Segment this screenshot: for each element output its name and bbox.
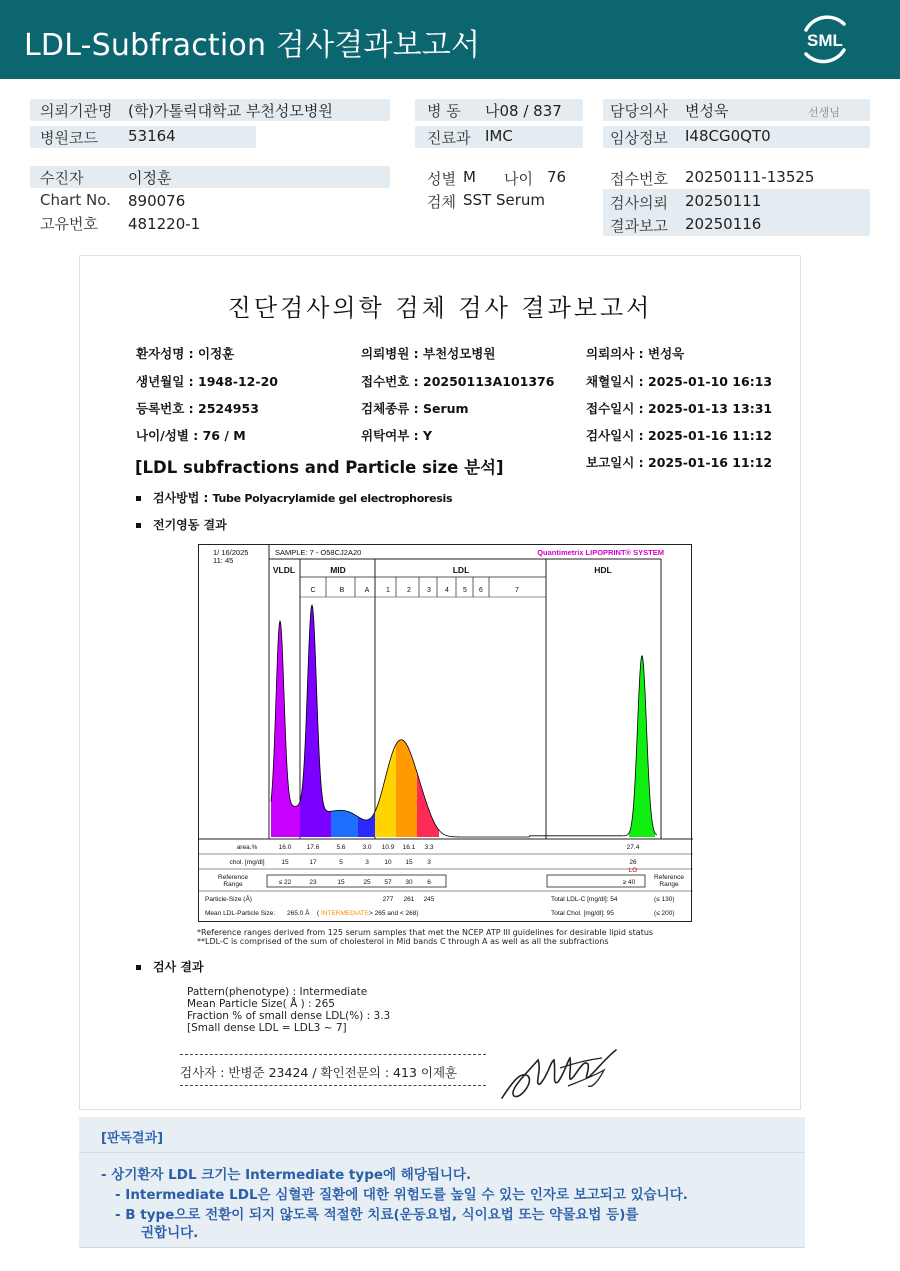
row-label-ref-right-2: Range	[659, 881, 679, 888]
report-document	[79, 255, 801, 1110]
hdl-flag: LO	[628, 867, 638, 874]
signature-icon	[498, 1046, 623, 1106]
ref-value: 25	[363, 879, 371, 886]
total-chol: Total Chol. [mg/dl]: 95	[551, 910, 614, 917]
unique-no-value: 481220-1	[128, 215, 201, 233]
bullet	[136, 496, 141, 501]
ref-value-hdl: ≥ 40	[622, 879, 636, 886]
ref-value: 30	[405, 879, 413, 886]
chol-value: 3	[365, 859, 369, 866]
chart-date: 1/ 16/2025	[213, 548, 249, 557]
area-value: 16.1	[402, 844, 416, 851]
density-segment-6	[396, 740, 417, 837]
report-title: 진단검사의학 검체 검사 결과보고서	[227, 294, 653, 322]
density-segment-2	[300, 605, 331, 837]
group-label-ldl: LDL	[452, 565, 470, 575]
result-line	[136, 958, 204, 975]
chol-value: 15	[405, 859, 413, 866]
unique-no-label: 고유번호	[40, 215, 98, 233]
band-label-B: B	[339, 587, 345, 594]
method-label: 검사방법 :	[153, 491, 213, 505]
report-label: 결과보고	[610, 217, 668, 235]
particle-size-value: 261	[403, 896, 415, 903]
area-value: 10.9	[381, 844, 395, 851]
clinical-label: 임상정보	[610, 129, 668, 147]
chart-no-value: 890076	[128, 192, 186, 210]
result-mean-size: Mean Particle Size( Å ) : 265	[187, 998, 335, 1010]
group-label-mid: MID	[330, 565, 346, 575]
receipt-value: 20250111-13525	[685, 168, 815, 186]
row-label-chol: chol. [mg/dl]	[229, 859, 265, 866]
sex-label: 성별	[427, 170, 456, 188]
area-value: 5.6	[336, 844, 346, 851]
meta-specimen: 검체종류 : Serum	[361, 401, 469, 416]
meta-name: 환자성명 : 이정훈	[136, 346, 235, 361]
meta-collect: 채혈일시 : 2025-01-10 16:13	[586, 374, 773, 389]
electro-line	[136, 516, 227, 533]
judgment-title: [판독결과]	[101, 1131, 164, 1146]
group-label-vldl: VLDL	[272, 565, 296, 575]
mean-size-value: 265.0 Å	[287, 910, 310, 917]
receipt-label: 접수번호	[610, 170, 668, 188]
ref-value: 15	[337, 879, 345, 886]
meta-birth: 생년월일 : 1948-12-20	[136, 374, 278, 389]
group-label-hdl: HDL	[594, 565, 612, 575]
chart-time: 11: 45	[213, 556, 234, 565]
chol-value-hdl: 26	[629, 859, 637, 866]
patient-label: 수진자	[40, 169, 84, 187]
band-label-A: A	[364, 587, 370, 594]
row-label-ref-1: Reference	[218, 874, 248, 881]
band-label-5: 5	[463, 587, 467, 594]
meta-tested: 검사일시 : 2025-01-16 11:12	[586, 428, 773, 443]
chol-value: 17	[309, 859, 317, 866]
band-label-C: C	[310, 587, 316, 594]
meta-receipt: 접수번호 : 20250113A101376	[361, 374, 555, 389]
judgment-divider	[79, 1152, 805, 1153]
chart-title: Quantimetrix LIPOPRINT® SYSTEM	[537, 548, 664, 557]
particle-size-value: 277	[382, 896, 394, 903]
judgment-line-4: 권합니다.	[141, 1225, 199, 1241]
meta-agesex: 나이/성별 : 76 / M	[136, 428, 246, 443]
row-label-area: area.%	[236, 844, 258, 851]
ward-value: 나08 / 837	[485, 102, 562, 120]
meta-hospital: 의뢰병원 : 부천성모병원	[361, 346, 496, 361]
band-label-7: 7	[515, 587, 519, 594]
mean-open: (	[317, 910, 320, 917]
judgment-line-3: - B type으로 전환이 되지 않도록 적절한 치료(운동요법, 식이요법 또는 약물요법 등)를	[115, 1207, 639, 1223]
logo-text: SML	[807, 31, 843, 50]
method-value: Tube Polyacrylamide gel electrophoresis	[212, 492, 453, 505]
area-value: 3.3	[424, 844, 434, 851]
page-title: LDL-Subfraction 검사결과보고서	[24, 28, 481, 63]
sex-value: M	[463, 168, 476, 186]
info-bar	[30, 166, 390, 188]
doctor-label: 담당의사	[610, 102, 668, 120]
bullet	[136, 965, 141, 970]
area-value: 3.0	[362, 844, 372, 851]
chol-value: 5	[339, 859, 343, 866]
total-ldl: Total LDL-C [mg/dl]: 54	[551, 896, 618, 903]
chol-value: 15	[281, 859, 289, 866]
chart-no-label: Chart No.	[40, 191, 111, 209]
chol-value: 3	[427, 859, 431, 866]
particle-size-value: 245	[423, 896, 435, 903]
judgment-panel	[79, 1117, 805, 1248]
section-title: [LDL subfractions and Particle size 분석]	[135, 458, 504, 477]
doctor-value: 변성욱	[685, 102, 729, 120]
institution-value: (학)가톨릭대학교 부천성모병원	[128, 102, 333, 120]
judgment-line-2: - Intermediate LDL은 심혈관 질환에 대한 위험도를 높일 수 있는 인자로 보고되고 있습니다.	[115, 1187, 688, 1203]
row-label-ref-2: Range	[223, 881, 243, 888]
report-value: 20250116	[685, 215, 762, 233]
footnote-1: *Reference ranges derived from 125 serum samples that met the NCEP ATP III guidelines for desirable lipid status	[197, 928, 654, 937]
ref-value: 6	[427, 879, 431, 886]
clinical-value: I48CG0QT0	[685, 127, 771, 145]
electro-label: 전기영동 결과	[153, 518, 227, 532]
total-ldl-ref: (≤ 130)	[654, 896, 675, 903]
specimen-label: 검체	[427, 193, 456, 211]
density-curve	[271, 605, 657, 837]
lipoprint-svg	[199, 545, 693, 923]
result-fraction: Fraction % of small dense LDL(%) : 3.3	[187, 1010, 391, 1022]
result-sdldl-def: [Small dense LDL = LDL3 ~ 7]	[187, 1022, 347, 1034]
hospital-code-value: 53164	[128, 127, 176, 145]
chart-sample: SAMPLE: 7 - O58CJ2A20	[275, 548, 362, 557]
area-value: 16.0	[278, 844, 292, 851]
age-value: 76	[547, 168, 567, 186]
dept-label: 진료과	[427, 129, 471, 147]
specimen-value: SST Serum	[463, 191, 546, 209]
dept-value: IMC	[485, 127, 513, 145]
result-pattern: Pattern(phenotype) : Intermediate	[187, 986, 368, 998]
ward-label: 병 동	[427, 102, 461, 120]
band-label-4: 4	[445, 587, 449, 594]
age-label: 나이	[504, 170, 533, 188]
band-label-3: 3	[427, 587, 431, 594]
doctor-suffix: 선생님	[808, 106, 840, 119]
footnote-2: **LDL-C is comprised of the sum of cholesterol in Mid bands C through A as well as all the subfractions	[197, 937, 609, 946]
sml-logo-icon	[796, 10, 854, 68]
mean-class: INTERMEDIATE	[321, 910, 369, 917]
request-label: 검사의뢰	[610, 194, 668, 212]
meta-received: 접수일시 : 2025-01-13 13:31	[586, 401, 773, 416]
band-label-6: 6	[479, 587, 483, 594]
ref-value: 23	[309, 879, 317, 886]
total-chol-ref: (≤ 200)	[654, 910, 675, 917]
density-segment-5	[375, 744, 396, 837]
bullet	[136, 523, 141, 528]
ref-value: 57	[384, 879, 392, 886]
chol-value: 10	[384, 859, 392, 866]
result-block	[187, 986, 390, 1034]
meta-doctor: 의뢰의사 : 변성욱	[586, 346, 685, 361]
meta-outsourced: 위탁여부 : Y	[361, 428, 433, 443]
patient-value: 이정훈	[128, 169, 172, 187]
area-value-hdl: 27.4	[626, 844, 640, 851]
signature-line: 검사자 : 반병준 23424 / 확인전문의 : 413 이제훈	[180, 1065, 458, 1080]
institution-label: 의뢰기관명	[40, 102, 113, 120]
divider	[180, 1085, 486, 1086]
ref-box-ldl	[267, 875, 446, 887]
meta-reg: 등록번호 : 2524953	[136, 401, 259, 416]
row-label-mean: Mean LDL-Particle Size:	[205, 910, 276, 917]
area-value: 17.6	[306, 844, 320, 851]
request-value: 20250111	[685, 192, 762, 210]
report-header	[0, 0, 900, 79]
lipoprint-chart	[198, 544, 692, 922]
divider	[180, 1054, 486, 1055]
band-label-1: 1	[386, 587, 390, 594]
meta-reported: 보고일시 : 2025-01-16 11:12	[586, 455, 773, 470]
band-label-2: 2	[407, 587, 411, 594]
method-line	[136, 489, 452, 506]
result-label: 검사 결과	[153, 960, 204, 974]
mean-criteria: > 265 and < 268)	[369, 910, 419, 917]
judgment-line-1: - 상기환자 LDL 크기는 Intermediate type에 해당됩니다.	[101, 1167, 472, 1183]
ref-value: ≤ 22	[278, 879, 292, 886]
row-label-particle: Particle-Size (Å)	[205, 896, 252, 903]
row-label-ref-right-1: Reference	[654, 874, 684, 881]
hospital-code-label: 병원코드	[40, 129, 98, 147]
